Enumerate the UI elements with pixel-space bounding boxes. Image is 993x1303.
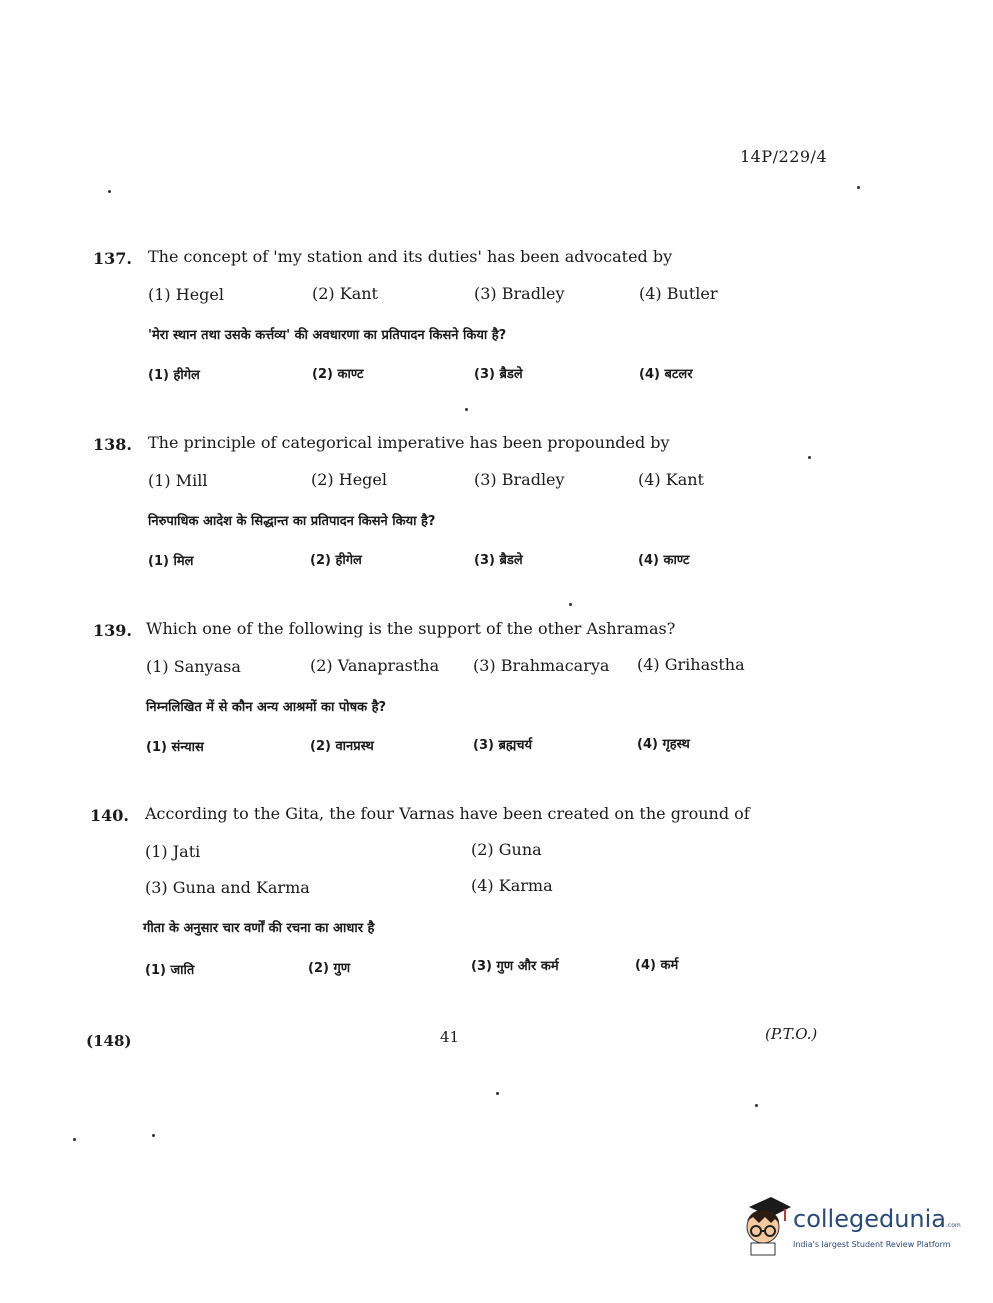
logo-wordmark: collegedunia.com xyxy=(793,1205,961,1233)
option-4: (4) Kant xyxy=(638,470,704,489)
option-4-hindi: (4) गृहस्थ xyxy=(637,737,690,752)
question-text: Which one of the following is the support of the other Ashramas? xyxy=(146,619,676,638)
scan-speck xyxy=(465,408,468,411)
scan-speck xyxy=(108,190,111,193)
scan-speck xyxy=(496,1092,499,1095)
scan-speck xyxy=(73,1138,76,1141)
option-4: (4) Karma xyxy=(471,876,553,895)
option-2-hindi: (2) वानप्रस्थ xyxy=(310,739,374,754)
option-4-hindi: (4) कर्म xyxy=(635,958,679,973)
scan-speck xyxy=(808,456,811,459)
question-number: 138. xyxy=(93,435,132,454)
option-3-hindi: (3) ब्रैडले xyxy=(474,367,523,382)
option-4-hindi: (4) बटलर xyxy=(639,367,693,382)
option-3: (3) Bradley xyxy=(474,284,565,303)
option-2: (2) Hegel xyxy=(311,470,387,489)
option-2-hindi: (2) काण्ट xyxy=(312,367,364,382)
option-3: (3) Bradley xyxy=(474,470,565,489)
paper-code: 14P/229/4 xyxy=(740,147,828,166)
option-3-hindi: (3) ब्रह्मचर्य xyxy=(473,738,533,753)
question-text: According to the Gita, the four Varnas have been created on the ground of xyxy=(145,804,750,823)
option-3-hindi: (3) ब्रैडले xyxy=(474,553,523,568)
question-text-hindi: निरुपाधिक आदेश के सिद्धान्त का प्रतिपादन किसने किया है? xyxy=(148,514,436,529)
scan-speck xyxy=(857,186,860,189)
page-number: 41 xyxy=(440,1028,460,1046)
option-1: (1) Jati xyxy=(145,842,201,861)
option-2-hindi: (2) हीगेल xyxy=(310,553,362,568)
mascot-icon xyxy=(735,1195,791,1257)
option-3-hindi: (3) गुण और कर्म xyxy=(471,959,559,974)
scan-speck xyxy=(755,1104,758,1107)
option-1-hindi: (1) संन्यास xyxy=(146,740,204,755)
option-1-hindi: (1) हीगेल xyxy=(148,368,200,383)
option-4: (4) Grihastha xyxy=(637,655,745,674)
pto-label: (P.T.O.) xyxy=(765,1025,818,1043)
question-text: The principle of categorical imperative has been propounded by xyxy=(148,433,670,452)
option-2: (2) Kant xyxy=(312,284,378,303)
option-1-hindi: (1) जाति xyxy=(145,963,195,978)
question-text-hindi: गीता के अनुसार चार वर्णों की रचना का आधार है xyxy=(143,921,375,936)
option-4-hindi: (4) काण्ट xyxy=(638,553,690,568)
option-3: (3) Brahmacarya xyxy=(473,656,610,675)
option-4: (4) Butler xyxy=(639,284,718,303)
scan-speck xyxy=(569,603,572,606)
scan-speck xyxy=(152,1134,155,1137)
option-1: (1) Hegel xyxy=(148,285,224,304)
option-1: (1) Mill xyxy=(148,471,208,490)
option-2-hindi: (2) गुण xyxy=(308,961,351,976)
option-2: (2) Guna xyxy=(471,840,542,859)
option-2: (2) Vanaprastha xyxy=(310,656,440,675)
question-number: 140. xyxy=(90,806,129,825)
booklet-number: (148) xyxy=(86,1032,132,1050)
question-text: The concept of 'my station and its duties' has been advocated by xyxy=(148,247,673,266)
question-text-hindi: 'मेरा स्थान तथा उसके कर्त्तव्य' की अवधारणा का प्रतिपादन किसने किया है? xyxy=(148,328,507,343)
question-number: 137. xyxy=(93,249,132,268)
collegedunia-logo xyxy=(735,1195,965,1260)
option-1-hindi: (1) मिल xyxy=(148,554,194,569)
option-3: (3) Guna and Karma xyxy=(145,878,310,897)
question-number: 139. xyxy=(93,621,132,640)
question-text-hindi: निम्नलिखित में से कौन अन्य आश्रमों का पोषक है? xyxy=(146,700,387,715)
logo-tagline: India's largest Student Review Platform xyxy=(793,1240,951,1249)
option-1: (1) Sanyasa xyxy=(146,657,241,676)
